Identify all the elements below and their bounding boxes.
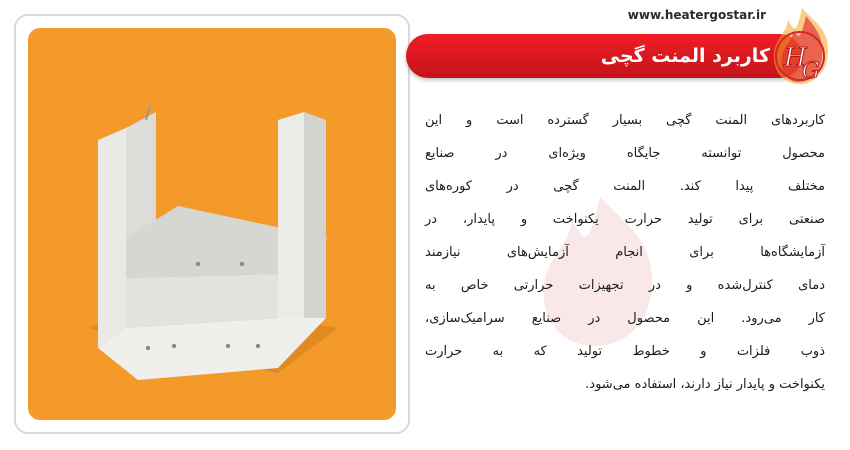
product-image-frame	[14, 14, 410, 434]
page-title: کاربرد المنت گچی	[600, 45, 770, 67]
description-paragraph	[425, 104, 825, 401]
description-line: یکنواخت و پایدار نیاز دارند، استفاده می‌شود.	[585, 377, 825, 392]
description-line: محصول توانسته جایگاه ویژه‌ای در صنایع	[425, 146, 825, 161]
description-line: صنعتی برای تولید حرارت یکنواخت و پایدار، در	[425, 212, 825, 227]
site-url[interactable]: www.heatergostar.ir	[627, 8, 766, 22]
title-banner	[406, 34, 802, 78]
u-channel-heater-photo	[28, 28, 396, 420]
description-line: مختلف پیدا کند. المنت گچی در کوره‌های	[425, 179, 825, 194]
description-line: ذوب فلزات و خطوط تولید که به حرارت	[425, 344, 825, 359]
svg-text:G: G	[802, 59, 820, 84]
description-line: آزمایشگاه‌ها برای انجام آزمایش‌های نیازمند	[425, 245, 825, 260]
flame-logo-icon[interactable]	[762, 4, 840, 88]
product-image	[28, 28, 396, 420]
description-line: دمای کنترل‌شده و در تجهیزات حرارتی خاص به	[425, 278, 825, 293]
description-line: کار می‌رود. این محصول در صنایع سرامیک‌سازی،	[425, 311, 825, 326]
svg-text:H: H	[784, 43, 807, 73]
description-line: کاربردهای المنت گچی بسیار گسترده است و این	[425, 113, 825, 128]
